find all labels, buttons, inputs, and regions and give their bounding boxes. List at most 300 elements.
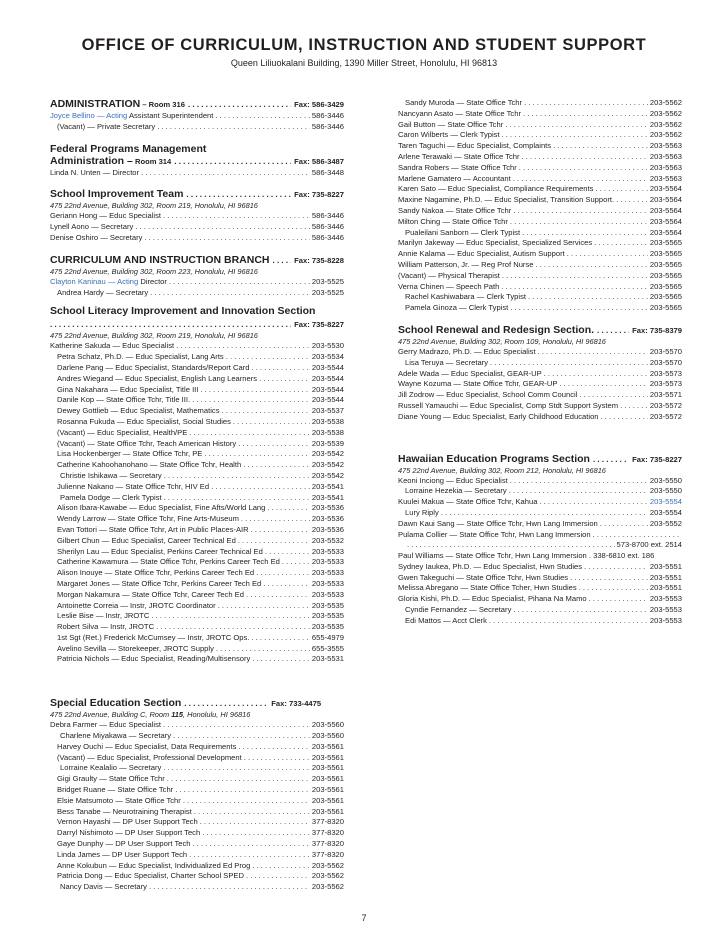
entry-text: Diane Young — Educ Specialist, Early Childhood Education xyxy=(398,411,599,421)
entry-text: Katherine Sakuda — Educ Specialist xyxy=(50,341,175,351)
entry-text: Nancy Davis — Secretary xyxy=(60,882,147,892)
entry-text: Lisa Teruya — Secretary xyxy=(405,357,489,367)
list-item xyxy=(50,590,344,601)
entry-text: Vernon Hayashi — DP User Support Tech xyxy=(57,817,198,827)
entry-phone: 203-5564 xyxy=(649,227,682,237)
entry-phone: 203-5544 xyxy=(311,395,344,405)
entry-phone: 203-5565 xyxy=(649,292,682,302)
list-item xyxy=(398,605,682,616)
entry-text: (Vacant) — Private Secretary xyxy=(57,121,156,131)
list-item xyxy=(50,417,344,428)
entry-phone: 203-5538 xyxy=(311,427,344,437)
entry-text: Darlene Pang — Educ Specialist, Standards/Report Card xyxy=(57,362,250,372)
entry-phone: 203-5533 xyxy=(311,568,344,578)
entry-phone: 203-5562 xyxy=(649,98,682,107)
entry-phone: 586-3446 xyxy=(311,121,344,131)
entry-text: Wayne Kozuma — State Office Tchr, GEAR-UP xyxy=(398,379,558,389)
list-item xyxy=(398,616,682,627)
entry-phone: 203-5553 xyxy=(649,594,682,604)
list-item xyxy=(50,536,344,547)
list-item xyxy=(398,292,682,303)
list-item xyxy=(50,471,344,482)
list-item xyxy=(398,206,682,217)
page-number: 7 xyxy=(361,913,367,923)
entry-text: Karen Sato — Educ Specialist, Compliance Requirements xyxy=(398,184,594,194)
section-fax: Fax: 735-8227 xyxy=(294,190,344,200)
entry-phone: 203-5573 xyxy=(649,379,682,389)
section-address: 475 22nd Avenue, Building C, Room 115, Honolulu, HI 96816 xyxy=(50,710,251,720)
list-item xyxy=(50,439,344,450)
section-school-renewal xyxy=(398,324,682,337)
entry-phone: 203-5553 xyxy=(649,605,682,615)
entry-text: Pamela Ginoza — Clerk Typist xyxy=(405,303,509,313)
entry-text: Maxine Nagamine, Ph.D. — Educ Specialist, Transition Support. xyxy=(398,195,615,205)
section-fax: Fax: 586-3487 xyxy=(294,156,344,166)
entry-phone: 377-8320 xyxy=(311,817,344,827)
list-item xyxy=(398,195,682,206)
entry-text: Wendy Larrow — State Office Tchr, Fine Arts-Museum xyxy=(57,514,239,524)
list-item xyxy=(50,557,344,568)
list-item xyxy=(50,288,344,299)
section-title: ADMINISTRATION xyxy=(50,98,141,110)
section-administration xyxy=(50,98,344,111)
entry-phone: 203-5561 xyxy=(311,806,344,816)
entry-text: (Vacant) — Educ Specialist, Health/PE xyxy=(57,427,188,437)
entry-phone: 203-5562 xyxy=(649,130,682,140)
list-item xyxy=(398,303,682,314)
entry-text: William Patterson, Jr. — Reg Prof Nurse xyxy=(398,259,534,269)
entry-text: Margaret Jones — State Office Tchr, Perkins Career Tech Ed xyxy=(57,578,262,588)
entry-phone: 203-5544 xyxy=(311,362,344,372)
entry-text: Patricia Nichols — Educ Specialist, Reading/Multisensory xyxy=(57,654,251,664)
entry-phone: 203-5562 xyxy=(311,882,344,892)
list-item xyxy=(398,379,682,390)
list-item xyxy=(50,428,344,439)
list-item xyxy=(50,482,344,493)
list-item xyxy=(398,347,682,358)
list-item xyxy=(50,850,344,861)
entry-text: Andres Wiegand — Educ Specialist, English Lang Learners xyxy=(57,373,258,383)
list-item xyxy=(50,211,344,222)
entry-phone: 203-5561 xyxy=(311,785,344,795)
list-item xyxy=(50,503,344,514)
list-item xyxy=(50,352,344,363)
list-item xyxy=(398,120,682,131)
entry-phone: 586-3446 xyxy=(311,111,344,120)
entry-text: Melissa Abregano — State Office Tcher, Hwn Studies xyxy=(398,583,577,593)
entry-text: Taren Taguchi — Educ Specialist, Complaints xyxy=(398,141,552,151)
entry-phone: 203-5565 xyxy=(649,281,682,291)
entry-phone: 586-3448 xyxy=(311,167,344,177)
list-item xyxy=(398,217,682,228)
section-title: School Literacy Improvement and Innovation Section xyxy=(50,305,316,318)
entry-phone: 203-5563 xyxy=(649,162,682,172)
entry-phone: 655-4979 xyxy=(311,632,344,642)
list-item xyxy=(398,98,682,109)
section-fax: Fax: 735-8379 xyxy=(632,325,682,335)
entry-text: Gerry Madrazo, Ph.D. — Educ Specialist xyxy=(398,346,536,356)
list-item xyxy=(50,277,344,288)
list-item xyxy=(50,753,344,764)
entry-phone: 203-5542 xyxy=(311,449,344,459)
entry-text: Paul Williams — State Office Tchr, Hwn Lang Immersion . 338-6810 ext. 186 xyxy=(398,551,655,561)
entry-text: Edi Mattos — Acct Clerk xyxy=(405,615,487,625)
entry-text: Dawn Kaui Sang — State Office Tchr, Hwn Lang Immersion xyxy=(398,518,598,528)
entry-text: Petra Schatz, Ph.D. — Educ Specialist, Lang Arts xyxy=(57,352,224,362)
list-item xyxy=(398,358,682,369)
list-item xyxy=(50,654,344,665)
list-item xyxy=(398,508,682,519)
entry-phone: 203-5533 xyxy=(311,589,344,599)
entry-text: Gina Nakahara — Educ Specialist, Title III xyxy=(57,384,199,394)
section-room: Room 314 xyxy=(132,156,172,166)
list-item xyxy=(50,644,344,655)
section-title: School Renewal and Redesign Section. xyxy=(398,323,595,336)
entry-text: Nancyann Asato — State Office Tchr xyxy=(398,108,521,118)
list-item xyxy=(50,547,344,558)
entry-text: Gloria Kishi, Ph.D. — Educ Specialist, Pihana Na Mamo xyxy=(398,594,587,604)
entry-phone: 203-5525 xyxy=(311,287,344,297)
list-item xyxy=(398,594,682,605)
entry-text: Christie Ishikawa — Secretary xyxy=(60,470,162,480)
entry-phone: 203-5564 xyxy=(649,205,682,215)
list-item xyxy=(398,163,682,174)
entry-text: Avelino Sevilla — Storekeeper, JROTC Supply xyxy=(57,643,214,653)
entry-phone: 203-5565 xyxy=(649,259,682,269)
entry-phone: 203-5554 xyxy=(649,497,682,507)
entry-phone: 377-8320 xyxy=(311,839,344,849)
entry-phone: 203-5550 xyxy=(649,486,682,496)
entry-phone: 203-5562 xyxy=(311,871,344,881)
entry-phone: 203-5536 xyxy=(311,524,344,534)
entry-text: Evan Tottori — State Office Tchr, Art in Public Places-AIR xyxy=(57,524,249,534)
list-item xyxy=(398,583,682,594)
list-item xyxy=(50,406,344,417)
entry-text: Denise Oshiro — Secretary xyxy=(50,232,143,242)
entry-text: Darryl Nishimoto — DP User Support Tech xyxy=(57,828,201,838)
entry-phone: 586-3446 xyxy=(311,222,344,232)
section-address: 475 22nd Avenue, Building 302, Room 212, Honolulu, HI 96816 xyxy=(398,465,606,475)
entry-text: Geriann Hong — Educ Specialist xyxy=(50,211,162,221)
entry-phone: 377-8320 xyxy=(311,828,344,838)
entry-text: Gaye Dunphy — DP User Support Tech xyxy=(57,839,191,849)
entry-phone: 203-5561 xyxy=(311,795,344,805)
entry-text: (Vacant) — State Office Tchr, Teach American History xyxy=(57,438,237,448)
entry-phone: 203-5544 xyxy=(311,373,344,383)
list-item xyxy=(398,486,682,497)
entry-phone: 203-5560 xyxy=(311,720,344,730)
entry-text: Verna Chinen — Speech Path xyxy=(398,281,500,291)
entry-text: Russell Yamauchi — Educ Specialist, Comp Stdt Support System . xyxy=(398,400,623,410)
entry-phone: 203-5554 xyxy=(649,507,682,517)
section-federal-programs-line2 xyxy=(50,155,344,168)
list-item xyxy=(398,228,682,239)
section-room: – Room 316 xyxy=(140,100,185,109)
entry-text: Gigi Graulty — State Office Tchr xyxy=(57,774,165,784)
entry-phone: 586-3446 xyxy=(311,232,344,242)
entry-phone: 655-3555 xyxy=(311,643,344,653)
list-item xyxy=(50,861,344,872)
right-column xyxy=(398,98,682,627)
list-item xyxy=(398,412,682,423)
entry-text: Keoni Inciong — Educ Specialist xyxy=(398,475,508,485)
entry-text: Adele Wada — Educ Specialist, GEAR-UP xyxy=(398,368,542,378)
section-fax: Fax: 735-8227 xyxy=(632,454,682,464)
entry-phone: 203-5565 xyxy=(649,238,682,248)
list-item xyxy=(398,238,682,249)
entry-text: Linda James — DP User Support Tech xyxy=(57,849,188,859)
entry-phone: 203-5533 xyxy=(311,546,344,556)
list-item xyxy=(50,525,344,536)
entry-text: Pualeilani Sanborn — Clerk Typist xyxy=(405,227,521,237)
section-fax: Fax: 733-4475 xyxy=(271,699,322,709)
section-school-improvement xyxy=(50,188,344,201)
section-fax: Fax: 735-8227 xyxy=(294,320,344,330)
entry-text: Leslie Bise — Instr, JROTC xyxy=(57,611,150,621)
entry-phone: 203-5544 xyxy=(311,384,344,394)
list-item xyxy=(398,573,682,584)
entry-text: Arlene Terawaki — State Office Tchr xyxy=(398,151,520,161)
left-column xyxy=(50,98,344,893)
section-school-literacy-fax-row xyxy=(50,319,344,331)
entry-text: Alison Ibara-Kawabe — Educ Specialist, Fine Afts/World Lang xyxy=(57,503,266,513)
entry-phone: 203-5530 xyxy=(311,341,344,351)
section-fax: Fax: 586-3429 xyxy=(294,100,344,109)
entry-text: Annie Kalama — Educ Specialist, Autism Support xyxy=(398,249,565,259)
entry-text: Caron Wilberts — Clerk Typist xyxy=(398,130,500,140)
entry-phone: 203-5570 xyxy=(649,357,682,367)
entry-phone: 203-5565 xyxy=(649,270,682,280)
section-title: Federal Programs Management xyxy=(50,142,207,155)
entry-phone: 203-5533 xyxy=(311,578,344,588)
list-item xyxy=(50,341,344,352)
entry-phone: 203-5531 xyxy=(311,654,344,664)
list-item xyxy=(50,633,344,644)
entry-text: Jill Zodrow — Educ Specialist, School Comm Council xyxy=(398,390,578,400)
entry-text: Kuulei Makua — State Office Tchr, Kahua xyxy=(398,497,538,507)
section-address: 475 22nd Avenue, Building 302, Room 109, Honolulu, HI 96816 xyxy=(398,336,606,346)
list-item xyxy=(50,774,344,785)
entry-phone: 203-5563 xyxy=(649,151,682,161)
entry-text: Rachel Kashiwabara — Clerk Typist xyxy=(405,292,526,302)
entry-text: Sandy Nakoa — State Office Tchr xyxy=(398,205,512,215)
entry-phone: 203-5537 xyxy=(311,406,344,416)
entry-text: Sherilyn Lau — Educ Specialist, Perkins Career Technical Ed xyxy=(57,546,263,556)
entry-phone: 203-5564 xyxy=(649,195,682,205)
list-item xyxy=(398,390,682,401)
section-hawaiian-education xyxy=(398,453,682,466)
section-address: 475 22nd Avenue, Building 302, Room 223, Honolulu, HI 96816 xyxy=(50,266,258,276)
section-address: 475 22nd Avenue, Building 302, Room 219, Honolulu, HI 96816 xyxy=(50,331,258,341)
list-item xyxy=(398,260,682,271)
list-item xyxy=(50,611,344,622)
entry-role: Assistant Superintendent xyxy=(127,111,214,120)
entry-text: Lorraine Hezekia — Secretary xyxy=(405,486,507,496)
entry-text: Alison Inouye — State Office Tchr, Perkins Career Tech Ed xyxy=(57,568,255,578)
list-item xyxy=(398,562,682,573)
entry-phone: 203-5536 xyxy=(311,503,344,513)
list-item xyxy=(398,130,682,141)
list-item xyxy=(50,785,344,796)
entry-phone: 203-5538 xyxy=(311,416,344,426)
entry-phone: 203-5536 xyxy=(311,514,344,524)
list-item xyxy=(50,807,344,818)
entry-text: Elsie Matsumoto — State Office Tchr xyxy=(57,795,181,805)
entry-text: Milton Ching — State Office Tchr xyxy=(398,216,508,226)
entry-text: Lorraine Kealalio — Secretary xyxy=(60,763,162,773)
entry-phone: 203-5533 xyxy=(311,557,344,567)
entry-phone: 203-5563 xyxy=(649,173,682,183)
entry-phone: 203-5561 xyxy=(311,741,344,751)
entry-phone: 377-8320 xyxy=(311,849,344,859)
entry-phone: 203-5562 xyxy=(649,108,682,118)
entry-phone: 203-5564 xyxy=(649,216,682,226)
list-item xyxy=(398,109,682,120)
list-item xyxy=(50,828,344,839)
list-item xyxy=(50,514,344,525)
list-item xyxy=(50,601,344,612)
section-curriculum-branch xyxy=(50,254,344,267)
entry-text: Catherine Kahoohanohano — State Office Tchr, Health xyxy=(57,460,242,470)
entry-text: Robert Silva — Instr, JROTC xyxy=(57,622,155,632)
entry-phone: 203-5542 xyxy=(311,460,344,470)
list-item xyxy=(50,796,344,807)
entry-phone: 203-5550 xyxy=(649,475,682,485)
entry-phone: 203-5535 xyxy=(311,622,344,632)
entry-text: Harvey Ouchi — Educ Specialist, Data Requirements xyxy=(57,741,237,751)
entry-phone: 203-5535 xyxy=(311,600,344,610)
section-address: 475 22nd Avenue, Building 302, Room 219, Honolulu, HI 96816 xyxy=(50,201,258,211)
entry-phone: 203-5542 xyxy=(311,470,344,480)
list-item xyxy=(50,871,344,882)
section-federal-programs xyxy=(50,143,344,155)
entry-phone: 203-5562 xyxy=(649,119,682,129)
section-title: Special Education Section xyxy=(50,697,182,710)
list-item xyxy=(50,449,344,460)
list-item xyxy=(398,401,682,412)
entry-phone: 203-5551 xyxy=(649,561,682,571)
list-item xyxy=(50,839,344,850)
entry-text: Sandy Muroda — State Office Tchr xyxy=(405,98,523,107)
list-item xyxy=(50,622,344,633)
list-item xyxy=(50,731,344,742)
entry-phone: 203-5572 xyxy=(649,411,682,421)
list-item xyxy=(398,476,682,487)
list-item xyxy=(398,184,682,195)
entry-name: Joyce Bellino — Acting xyxy=(50,111,128,120)
page-subtitle: Queen Liliuokalani Building, 1390 Miller Street, Honolulu, HI 96813 xyxy=(230,58,498,68)
entry-text: Debra Farmer — Educ Specialist xyxy=(50,720,161,730)
list-item xyxy=(398,282,682,293)
entry-text: Catherine Kawamura — State Office Tchr, Perkins Career Tech Ed xyxy=(57,557,280,567)
entry-phone: 203-5570 xyxy=(649,346,682,356)
list-item xyxy=(50,579,344,590)
list-item xyxy=(50,493,344,504)
entry-phone: 203-5560 xyxy=(311,731,344,741)
entry-text: Dewey Gottlieb — Educ Specialist, Mathematics xyxy=(57,406,220,416)
list-item xyxy=(50,817,344,828)
entry-text: Pulama Collier — State Office Tchr, Hwn Lang Immersion xyxy=(398,529,591,539)
list-item xyxy=(398,551,682,562)
entry-text: Morgan Nakamura — State Office Tchr, Career Tech Ed xyxy=(57,589,244,599)
entry-text: Gilbert Chun — Educ Specialist, Career Technical Ed xyxy=(57,535,236,545)
list-item xyxy=(50,233,344,244)
list-item xyxy=(50,222,344,233)
entry-phone: 203-5551 xyxy=(649,572,682,582)
entry-phone: 203-5535 xyxy=(311,611,344,621)
list-item xyxy=(398,141,682,152)
entry-phone: 203-5561 xyxy=(311,752,344,762)
entry-phone: 203-5563 xyxy=(649,141,682,151)
entry-text: Lynell Aono — Secretary xyxy=(50,222,134,232)
entry-text: Sandra Robers — State Office Tchr xyxy=(398,162,517,172)
section-school-literacy xyxy=(50,305,344,317)
entry-text: Danile Kop — State Office Tchr, Title III. xyxy=(57,395,191,405)
list-item xyxy=(50,122,344,133)
list-item xyxy=(398,497,682,508)
list-item xyxy=(398,540,682,551)
entry-phone: 203-5532 xyxy=(311,535,344,545)
entry-text: Bridget Ruane — State Office Tchr xyxy=(57,785,174,795)
list-item xyxy=(50,568,344,579)
entry-phone: 573-8700 ext. 2514 xyxy=(616,540,682,550)
entry-text: Marilyn Jakeway — Educ Specialist, Specialized Services xyxy=(398,238,593,248)
entry-phone: 203-5562 xyxy=(311,860,344,870)
entry-text: Rosanna Fukuda — Educ Specialist, Social Studies xyxy=(57,416,231,426)
list-item xyxy=(50,395,344,406)
entry-text: Pamela Dodge — Clerk Typist xyxy=(60,492,162,502)
page-title: OFFICE OF CURRICULUM, INSTRUCTION AND STUDENT SUPPORT xyxy=(81,36,647,54)
entry-phone: 203-5571 xyxy=(649,390,682,400)
entry-text: Charlene Miyakawa — Secretary xyxy=(60,731,171,741)
list-item xyxy=(50,763,344,774)
entry-phone: 203-5561 xyxy=(311,774,344,784)
list-item xyxy=(398,152,682,163)
entry-role: Director xyxy=(138,276,167,286)
section-special-education xyxy=(50,697,344,710)
entry-phone: 203-5573 xyxy=(649,368,682,378)
entry-phone: 203-5552 xyxy=(649,518,682,528)
entry-name: Clayton Kaninau — Acting xyxy=(50,276,139,286)
entry-phone: 203-5541 xyxy=(311,492,344,502)
entry-text: (Vacant) — Educ Specialist, Professional Development xyxy=(57,752,242,762)
list-item xyxy=(398,249,682,260)
list-item xyxy=(398,271,682,282)
entry-phone: 203-5539 xyxy=(311,438,344,448)
entry-text: Cyndie Fernandez — Secretary xyxy=(405,605,512,615)
entry-text: Bess Tanabe — Neurotraining Therapist xyxy=(57,806,192,816)
entry-text: (Vacant) — Physical Therapist xyxy=(398,270,500,280)
entry-text: Linda N. Unten — Director xyxy=(50,167,140,177)
entry-phone: 203-5541 xyxy=(311,481,344,491)
entry-text: Marlene Gamatero — Accountant xyxy=(398,173,511,183)
section-title: CURRICULUM AND INSTRUCTION BRANCH xyxy=(50,253,270,266)
list-item xyxy=(398,530,682,541)
list-item xyxy=(50,363,344,374)
entry-text: Gwen Takeguchi — State Office Tchr, Hwn Studies xyxy=(398,572,569,582)
list-item xyxy=(50,168,344,179)
entry-phone: 203-5525 xyxy=(311,276,344,286)
list-item xyxy=(398,519,682,530)
entry-text: Patricia Dong — Educ Specialist, Charter School SPED xyxy=(57,871,244,881)
entry-phone: 203-5572 xyxy=(649,400,682,410)
list-item xyxy=(398,369,682,380)
list-item xyxy=(50,374,344,385)
section-fax: Fax: 735-8228 xyxy=(294,255,344,265)
entry-phone: 203-5551 xyxy=(649,583,682,593)
list-item xyxy=(50,111,344,122)
list-item xyxy=(50,460,344,471)
